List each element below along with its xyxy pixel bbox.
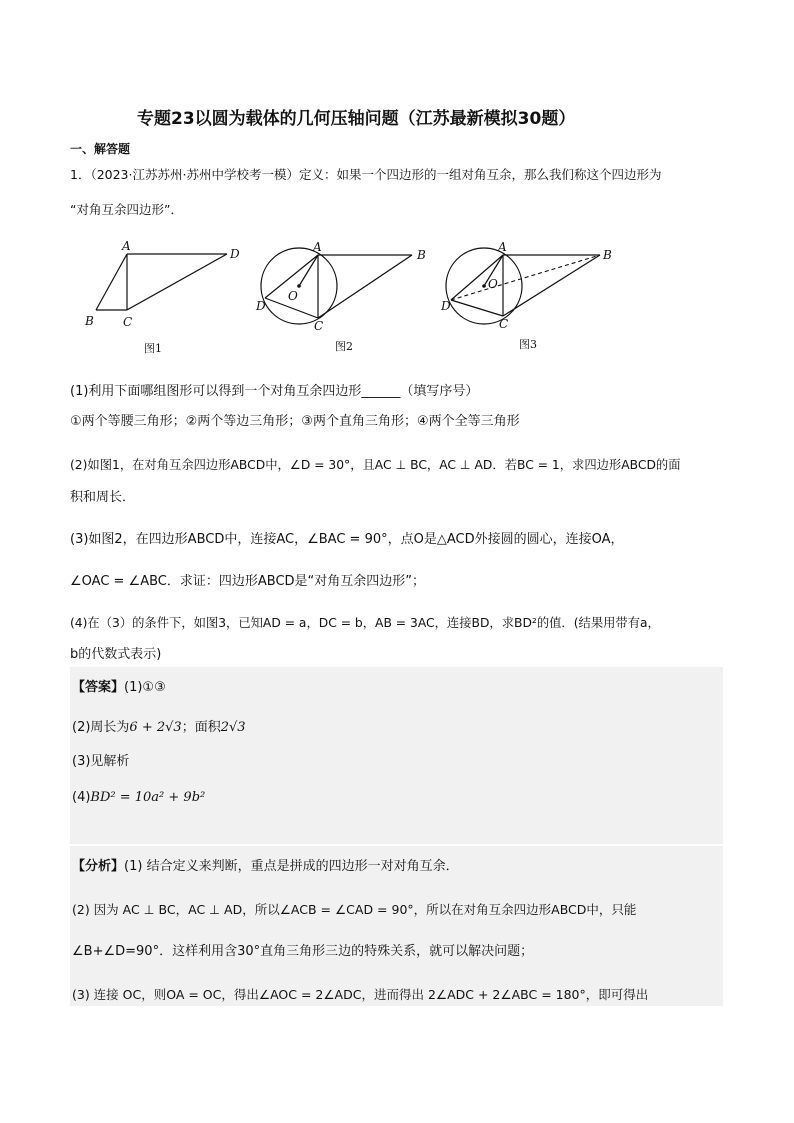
fig2-label-C: C <box>314 319 324 333</box>
part-4-line2: b的代数式表示) <box>70 647 162 662</box>
answer-block <box>70 667 723 844</box>
analysis-line4: (3) 连接 OC，则OA = OC，得出∠AOC = 2∠ADC，进而得出 2∠ADC + 2∠ABC = 180°，即可得出 <box>72 987 649 1002</box>
answer-4: BD² = 10a² + 9b² <box>90 790 206 805</box>
answer-2-mid: ；面积 <box>181 720 221 735</box>
fig3-label-O: O <box>488 277 498 291</box>
analysis-line3: ∠B+∠D=90°．这样利用含30°直角三角形三边的特殊关系，就可以解决问题； <box>72 944 534 959</box>
part-3-line2: ∠OAC = ∠ABC．求证：四边形ABCD是“对角互余四边形”； <box>70 574 426 589</box>
fig2-label-A: A <box>313 240 322 254</box>
fig3-label-D: D <box>441 299 451 313</box>
fig3-label-C: C <box>499 317 509 331</box>
part-2-line2: 积和周长． <box>70 490 136 505</box>
answer-3: (3)见解析 <box>72 754 130 769</box>
analysis-label: 【分析】 <box>72 859 125 874</box>
question-intro-line2: “对角互余四边形”． <box>70 202 183 217</box>
section-heading: 一、解答题 <box>70 142 131 156</box>
analysis-line2: (2) 因为 AC ⊥ BC，AC ⊥ AD，所以∠ACB = ∠CAD = 90°，所以在对角互余四边形ABCD中，只能 <box>72 902 637 917</box>
figure-1-caption: 图1 <box>144 342 162 355</box>
part-4-line1: (4)在（3）的条件下，如图3，已知AD = a，DC = b，AB = 3AC，连接BD，求BD²的值．(结果用带有a， <box>70 616 660 630</box>
fig2-label-B: B <box>417 248 426 262</box>
fig2-label-D: D <box>256 299 266 313</box>
fig2-label-O: O <box>288 289 298 303</box>
fig3-label-A: A <box>498 240 507 254</box>
part-1-options: ①两个等腰三角形；②两个等边三角形；③两个直角三角形；④两个全等三角形 <box>70 414 520 429</box>
fig3-label-B: B <box>603 248 612 262</box>
analysis-line1 <box>72 855 459 874</box>
question-intro-line1: 1．（2023·江苏苏州·苏州中学校考一模）定义：如果一个四边形的一组对角互余，那么我们称这个四边形为 <box>70 167 662 182</box>
figure-1 <box>80 238 250 358</box>
answer-line4 <box>72 790 205 805</box>
fig1-label-D: D <box>230 247 240 261</box>
figure-1-drawing <box>80 238 250 358</box>
figure-2-caption: 图2 <box>335 340 353 353</box>
figure-2 <box>252 238 432 358</box>
answer-2-prefix: (2)周长为 <box>72 720 130 735</box>
part-1: (1)利用下面哪组图形可以得到一个对角互余四边形______（填写序号） <box>70 384 479 399</box>
answer-line1 <box>72 676 166 695</box>
figure-3 <box>437 238 627 358</box>
part-2-line1: (2)如图1，在对角互余四边形ABCD中，∠D = 30°，且AC ⊥ BC，AC ⊥ AD．若BC = 1，求四边形ABCD的面 <box>70 458 681 472</box>
fig1-label-B: B <box>85 314 94 328</box>
analysis-text-1: (1) 结合定义来判断，重点是拼成的四边形一对对角互余． <box>124 859 459 874</box>
answer-line2 <box>72 716 246 735</box>
answer-4-prefix: (4) <box>72 790 91 805</box>
answer-label: 【答案】 <box>72 680 125 695</box>
answer-2-perimeter: 6 + 2√3 <box>129 720 182 735</box>
page-title: 专题23以圆为载体的几何压轴问题（江苏最新模拟30题） <box>137 109 576 129</box>
part-3-line1: (3)如图2，在四边形ABCD中，连接AC，∠BAC = 90°，点O是△ACD外接圆的圆心，连接OA， <box>70 532 624 547</box>
figure-3-caption: 图3 <box>519 338 537 351</box>
fig1-label-C: C <box>123 315 133 329</box>
answer-2-area: 2√3 <box>220 720 246 735</box>
answer-1: (1)①③ <box>124 680 166 695</box>
fig1-label-A: A <box>122 239 131 253</box>
